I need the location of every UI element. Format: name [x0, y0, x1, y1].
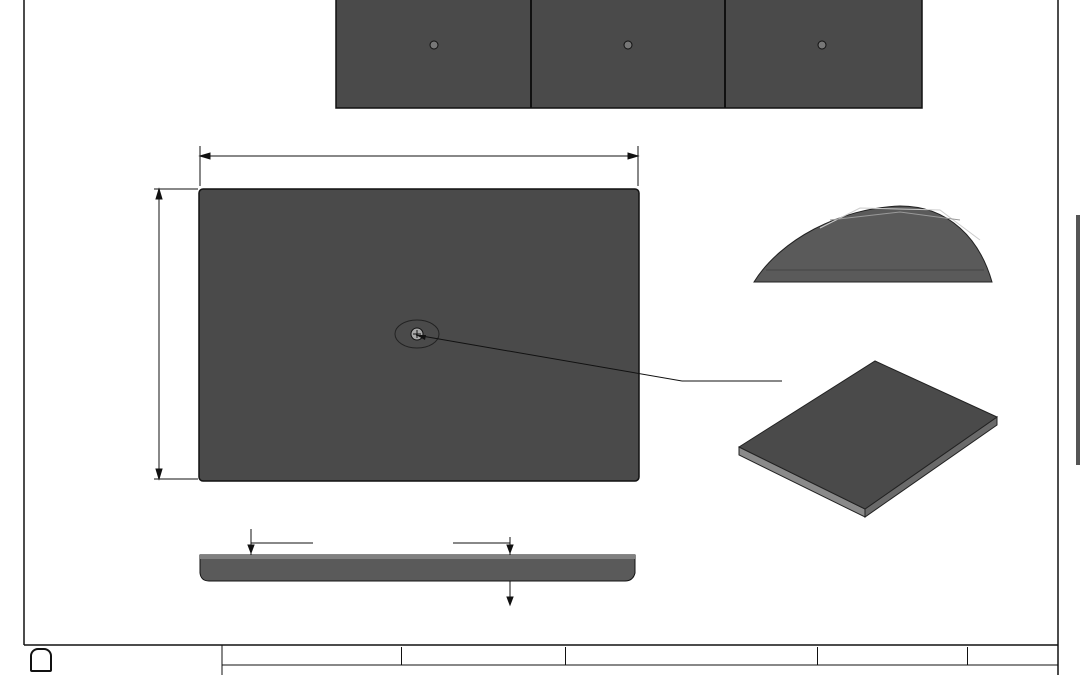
date-cell — [968, 647, 1058, 665]
drain-area-cell — [566, 647, 818, 665]
material-cell — [222, 647, 402, 665]
weight-cell — [402, 647, 566, 665]
title-block — [222, 647, 1058, 675]
logo — [30, 648, 52, 675]
logo-helmet-icon — [30, 648, 52, 672]
by-cell — [818, 647, 968, 665]
